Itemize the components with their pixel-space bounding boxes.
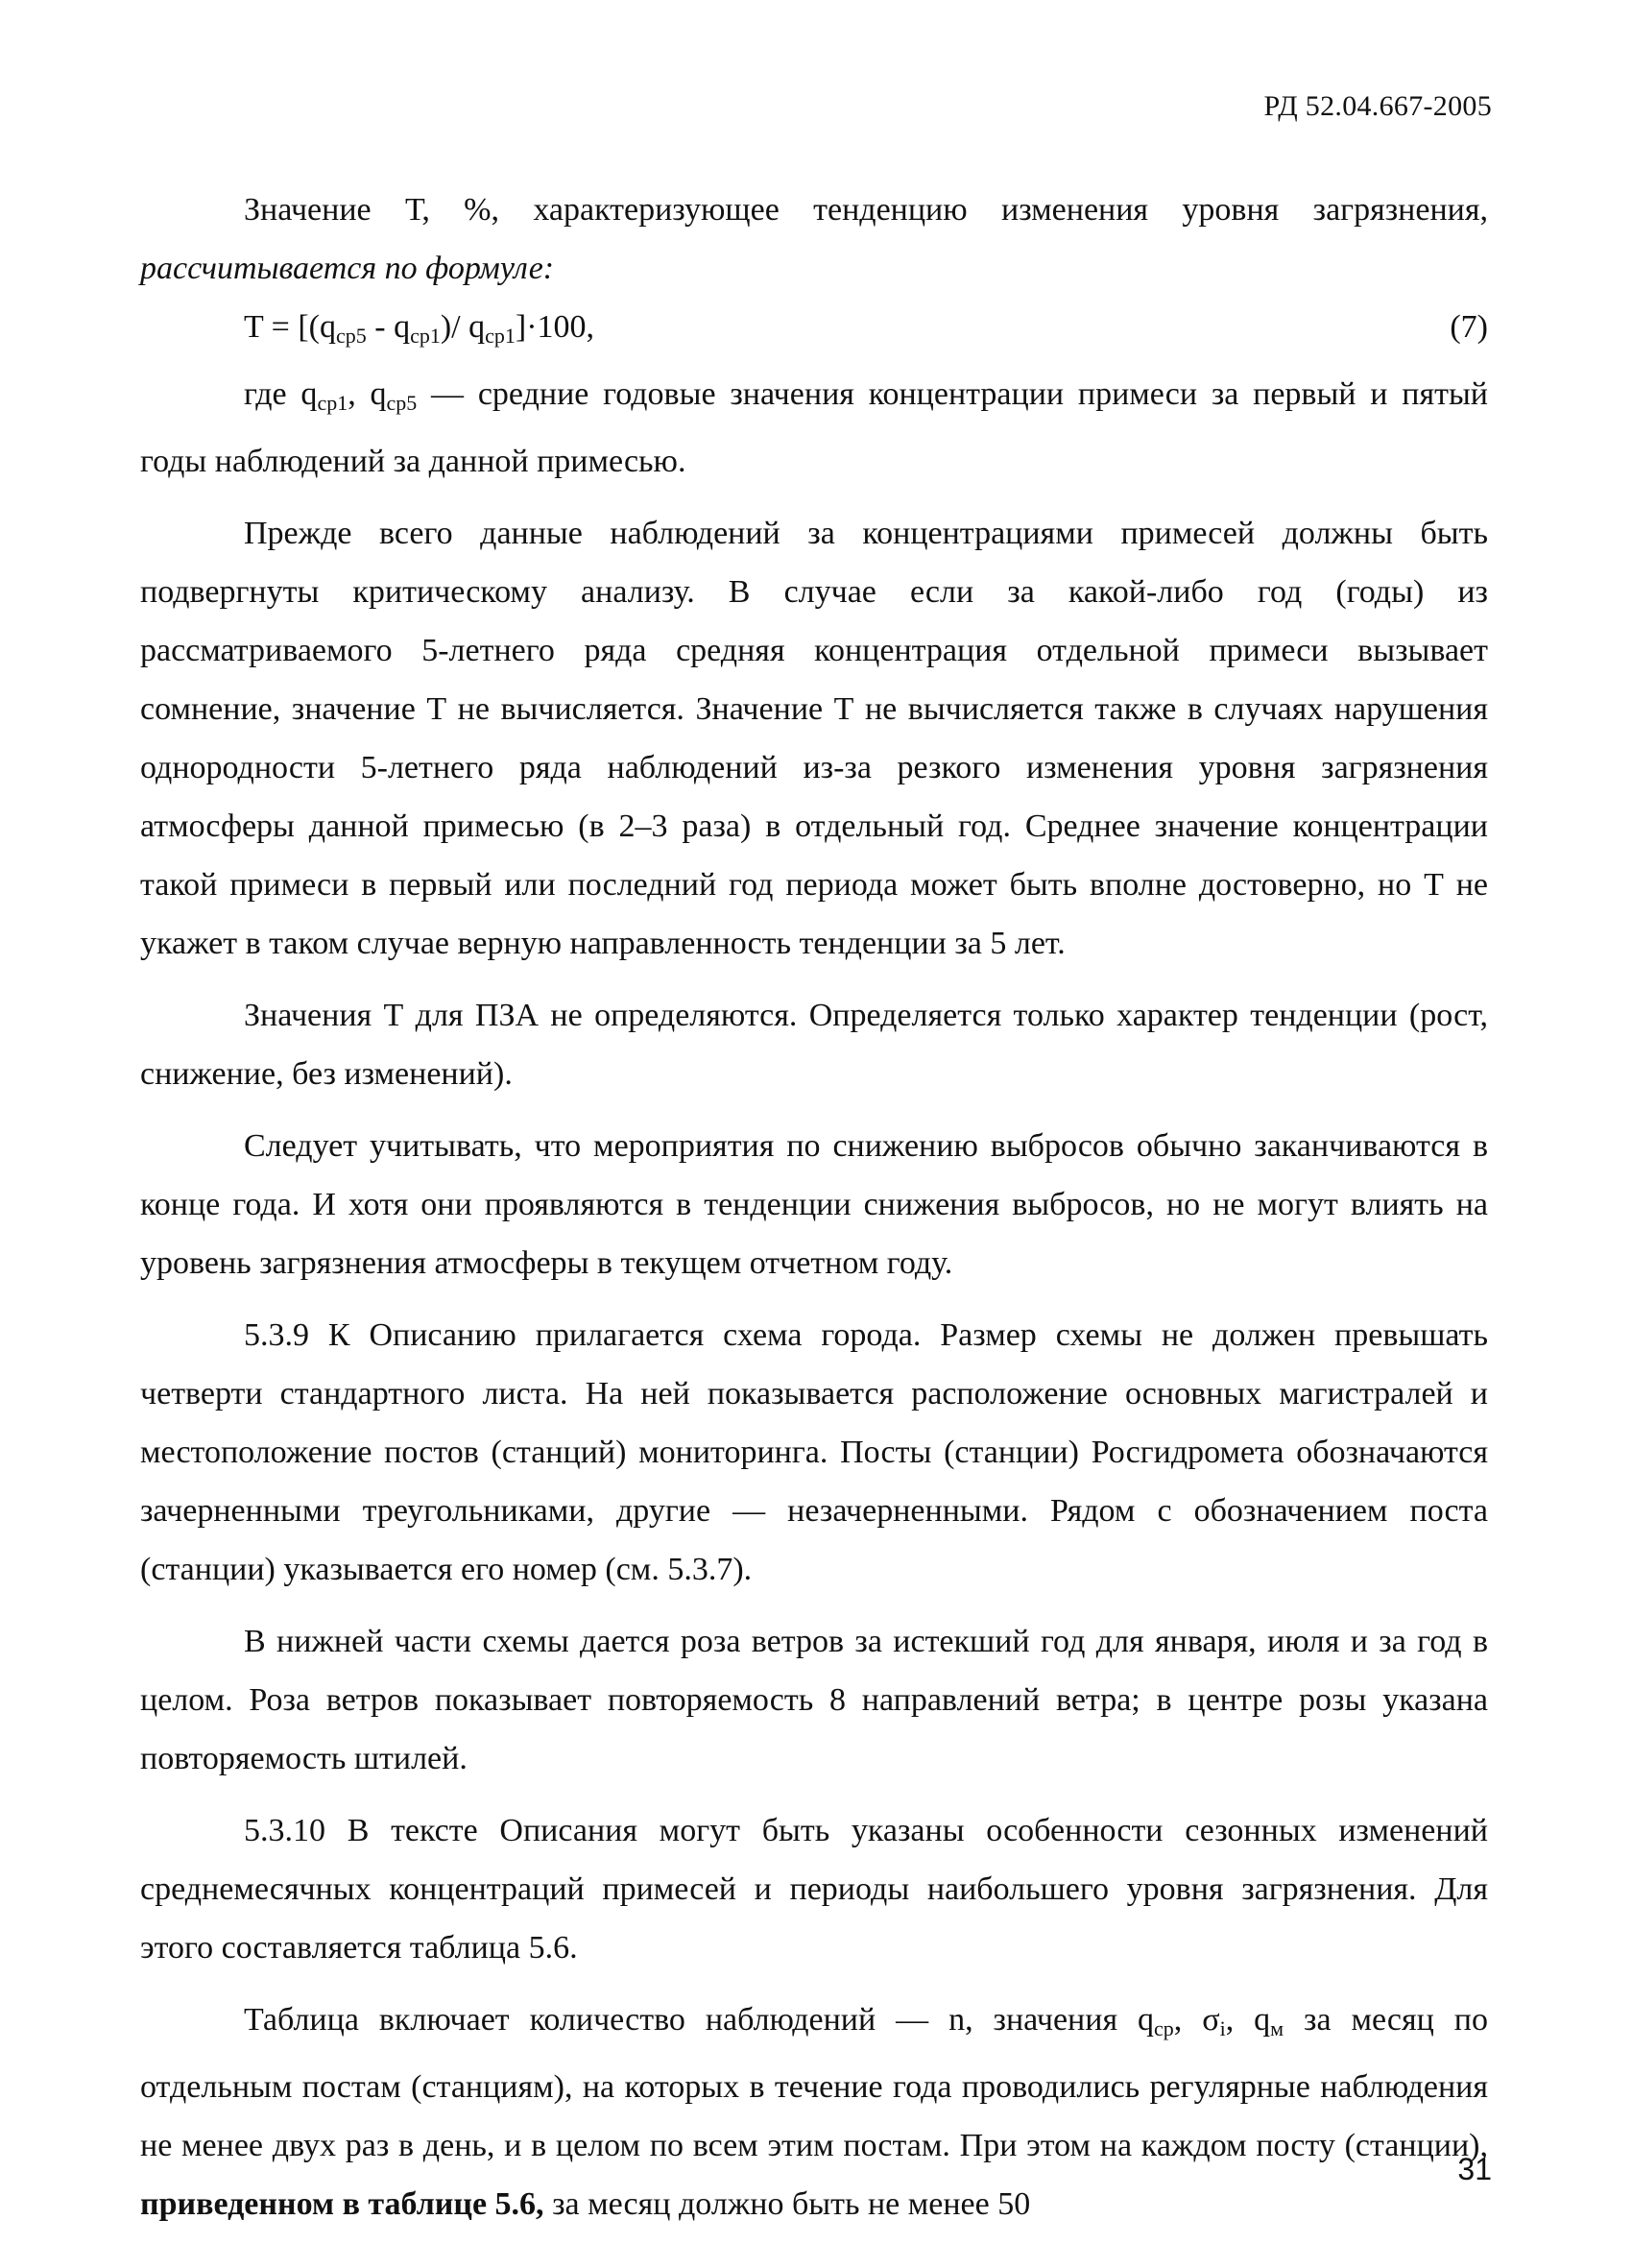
table-text-part: за месяц должно быть не менее 50 [543, 2186, 1031, 2222]
where-part: — средние годовые значения концентрации примеси за первый и пятый годы наблюдений за данной примесью. [140, 376, 1489, 479]
document-code-header: РД 52.04.667-2005 [1263, 90, 1492, 122]
formula-part: - q [366, 309, 411, 345]
formula-7 [140, 298, 1488, 365]
formula-subscript: ср1 [485, 324, 516, 348]
paragraph-5-3-10: 5.3.10 В тексте Описания могут быть указаны особенности сезонных изменений среднемесячных концентраций примесей и периоды наибольшего уровня загрязнения. Для этого составляется таблица 5.6. [140, 1813, 1488, 1966]
formula-subscript: ср1 [410, 324, 441, 348]
page-number: 31 [1457, 2152, 1492, 2186]
table-text-subscript: ср [1154, 2016, 1174, 2040]
formula-part: )/ q [440, 309, 486, 345]
formula-number: (7) [1450, 309, 1488, 345]
paragraph-trend-intro [140, 181, 1488, 298]
paragraph-where [140, 365, 1488, 491]
table-text-subscript: м [1270, 2016, 1284, 2040]
formula-part: T = [(q [244, 309, 336, 345]
trend-intro-text: Значение Т, %, характеризующее тенденцию изменения уровня загрязнения, [244, 192, 1488, 228]
paragraph-emission-measures: Следует учитывать, что мероприятия по снижению выбросов обычно заканчиваются в конце года. И хотя они проявляются в тенденции снижения выбросов, но не могут влиять на уровень загрязнения атмосферы в текущем отчетном году. [140, 1128, 1488, 1281]
paragraph-5-3-9: 5.3.9 К Описанию прилагается схема города. Размер схемы не должен превышать четверти стандартного листа. На ней показывается расположение основных магистралей и местоположение постов (станций) мониторинга. Посты (станции) Росгидромета обозначаются зачерненными треугольниками, другие — незачерненными. Рядом с обозначением поста (станции) указывается его номер (см. 5.3.7). [140, 1317, 1488, 1587]
table-text-bold: приведенном в таблице 5.6, [140, 2186, 544, 2222]
paragraph-pza: Значения Т для ПЗА не определяются. Определяется только характер тенденции (рост, снижение, без изменений). [140, 998, 1488, 1092]
where-part: , q [348, 376, 387, 412]
table-text-part: за месяц по отдельным постам (станциям), на которых в течение года проводились регулярные наблюдения не менее двух раз в день, и в целом по всем этим постам. При этом на каждом посту (станции), [140, 2002, 1488, 2163]
trend-intro-italic: рассчитывается по формуле: [140, 251, 555, 286]
table-text-subscript: i [1219, 2016, 1226, 2040]
table-text-part: , σ [1173, 2002, 1220, 2038]
table-text-part: Таблица включает количество наблюдений — n, значения q [244, 2002, 1155, 2038]
paragraph-table-contents [140, 1991, 1488, 2233]
formula-expression [244, 298, 594, 365]
where-subscript: ср5 [386, 391, 418, 415]
document-body [140, 181, 1488, 2233]
paragraph-wind-rose: В нижней части схемы дается роза ветров за истекший год для января, июля и за год в целом. Роза ветров показывает повторяемость 8 направлений ветра; в центре розы указана повторяемость штилей. [140, 1624, 1488, 1776]
paragraph-critical-analysis: Прежде всего данные наблюдений за концентрациями примесей должны быть подвергнуты критическому анализу. В случае если за какой-либо год (годы) из рассматриваемого 5-летнего ряда средняя концентрация отдельной примеси вызывает сомнение, значение Т не вычисляется. Значение Т не вычисляется также в случаях нарушения однородности 5-летнего ряда наблюдений из-за резкого изменения уровня загрязнения атмосферы данной примесью (в 2–3 раза) в отдельный год. Среднее значение концентрации такой примеси в первый или последний год периода может быть вполне достоверно, но Т не укажет в таком случае верную направленность тенденции за 5 лет. [140, 516, 1488, 961]
formula-subscript: ср5 [335, 324, 367, 348]
formula-part: ]·100, [515, 309, 595, 345]
where-part: где q [244, 376, 318, 412]
table-text-part: , q [1225, 2002, 1271, 2038]
where-subscript: ср1 [317, 391, 348, 415]
